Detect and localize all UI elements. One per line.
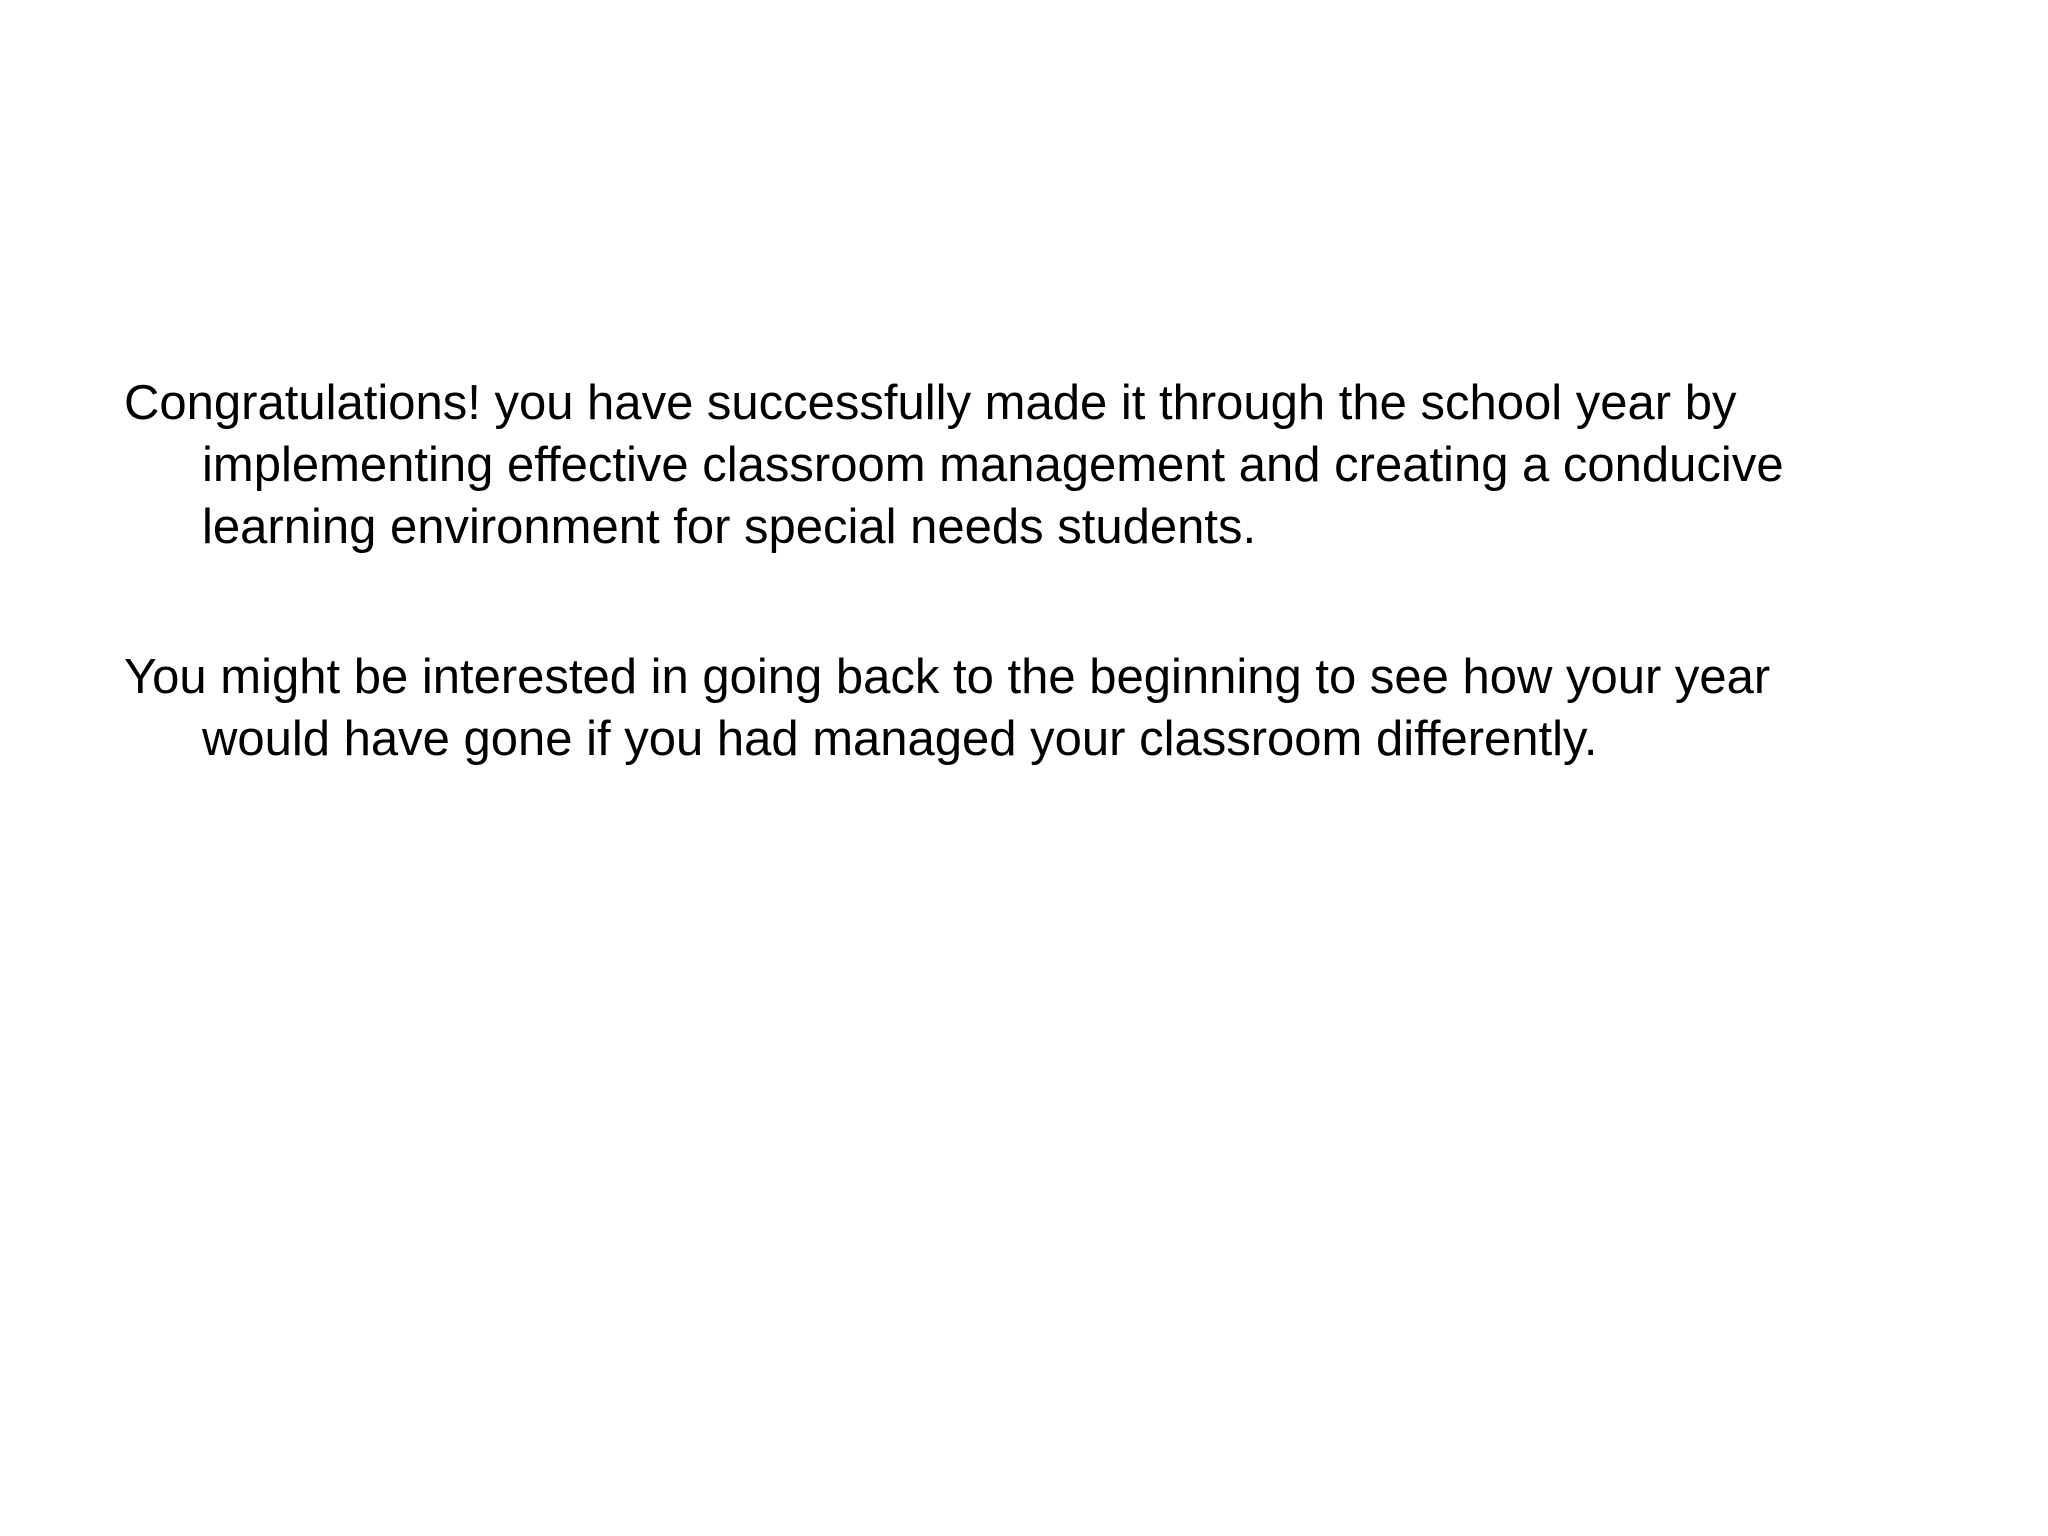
- paragraph-line: learning environment for special needs students.: [202, 500, 1257, 554]
- paragraph-line: implementing effective classroom management and creating a conducive: [202, 438, 1784, 492]
- paragraph-line: Congratulations! you have successfully made it through the school year by: [124, 376, 1737, 430]
- slide-body: [124, 372, 1924, 770]
- paragraph-line: would have gone if you had managed your classroom differently.: [202, 712, 1598, 766]
- congratulations-paragraph: [124, 372, 1924, 558]
- restart-suggestion-paragraph: [124, 646, 1924, 770]
- paragraph-line: You might be interested in going back to the beginning to see how your year: [124, 650, 1771, 704]
